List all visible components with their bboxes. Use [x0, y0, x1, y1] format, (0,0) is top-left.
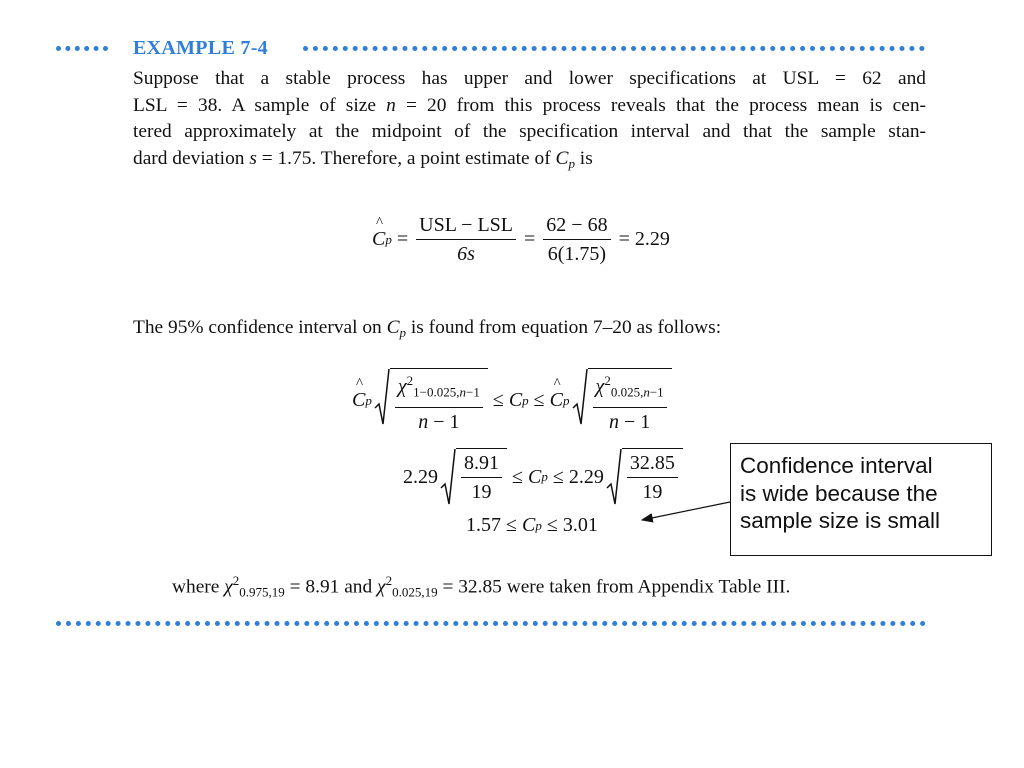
header-dotted-rule-left [56, 46, 108, 51]
callout-line-2: is wide because the [740, 480, 938, 506]
header-dotted-rule-right [303, 46, 925, 51]
ci-numeric-formula: 2.29 $\frac{8.91}{19}$ ≤ C p ≤ 2.29 $\frac{32.85}{19}$ [403, 448, 683, 506]
where-sentence: where $\chi^2_{0.975,19} = 8.91$ and $\chi^2_{0.025,19} = 32.85$ were taken from Appendix Table III. [172, 573, 791, 600]
paragraph-line-3: tered approximately at the midpoint of the specification interval and that the sample stan- [133, 121, 926, 142]
example-paragraph [133, 66, 926, 177]
footer-dotted-rule [56, 621, 926, 626]
cp-hat-symbol: ^ C [372, 228, 385, 251]
spec-range-fraction [416, 213, 516, 266]
ci-general-formula: ^ C p $\frac{\chi^2_{1-0.025,n-1}}{n - 1}$ ≤ C p ≤ ^ C p $\frac{\chi^2_{0.025,n-1}}{n - 1}$ [352, 368, 672, 434]
numeric-numerator: 62 − 68 [543, 213, 610, 240]
example-title: EXAMPLE 7-4 [133, 37, 268, 59]
ci-upper-bound: 3.01 [562, 514, 598, 536]
paragraph-line-1: Suppose that a stable process has upper and lower specifications at USL = 62 and [133, 68, 926, 89]
ci-lower-bound: 1.57 [466, 514, 501, 536]
paragraph-line-4: dard deviation s = 1.75. Therefore, a point estimate of $C_p$ is [133, 147, 593, 171]
ci-result: 1.57 ≤ C p ≤ 3.01 [466, 514, 598, 536]
paragraph-line-2: LSL = 38. A sample of size n = 20 from this process reveals that the process mean is cen- [133, 94, 926, 116]
cp-estimate-value: 2.29 [634, 228, 670, 250]
df-right: 19 [642, 481, 663, 503]
ci-right-coefficient: 2.29 [568, 465, 604, 488]
cp-point-estimate-equation: ^ C p = $\frac{\text{USL − LSL}}{6s}$ = $\frac{62 - 68}{6(1.75)}$ = 2.29 [372, 213, 670, 266]
chi-upper-value: 32.85 [627, 451, 678, 478]
callout-line-1: Confidence interval [740, 453, 933, 478]
callout-note [730, 443, 992, 556]
sqrt-upper-chi: $\frac{\chi^2_{0.025,n-1}}{n - 1}$ [572, 368, 672, 434]
df-left: 19 [471, 481, 492, 503]
ci-left-coefficient: 2.29 [403, 465, 438, 488]
callout-arrow [632, 498, 732, 528]
spec-range-numerator: USL − LSL [416, 213, 516, 240]
chi-lower-value: 8.91 [461, 451, 502, 478]
numeric-denominator: 6(1.75) [547, 243, 607, 265]
ci-intro-sentence: The 95% confidence interval on $C_p$ is found from equation 7–20 as follows: [133, 317, 722, 340]
numeric-fraction [543, 213, 610, 266]
callout-line-3: sample size is small [740, 508, 941, 533]
spec-range-denominator: 6s [457, 243, 475, 265]
sqrt-lower-chi: $\frac{\chi^2_{1-0.025,n-1}}{n - 1}$ [374, 368, 488, 434]
